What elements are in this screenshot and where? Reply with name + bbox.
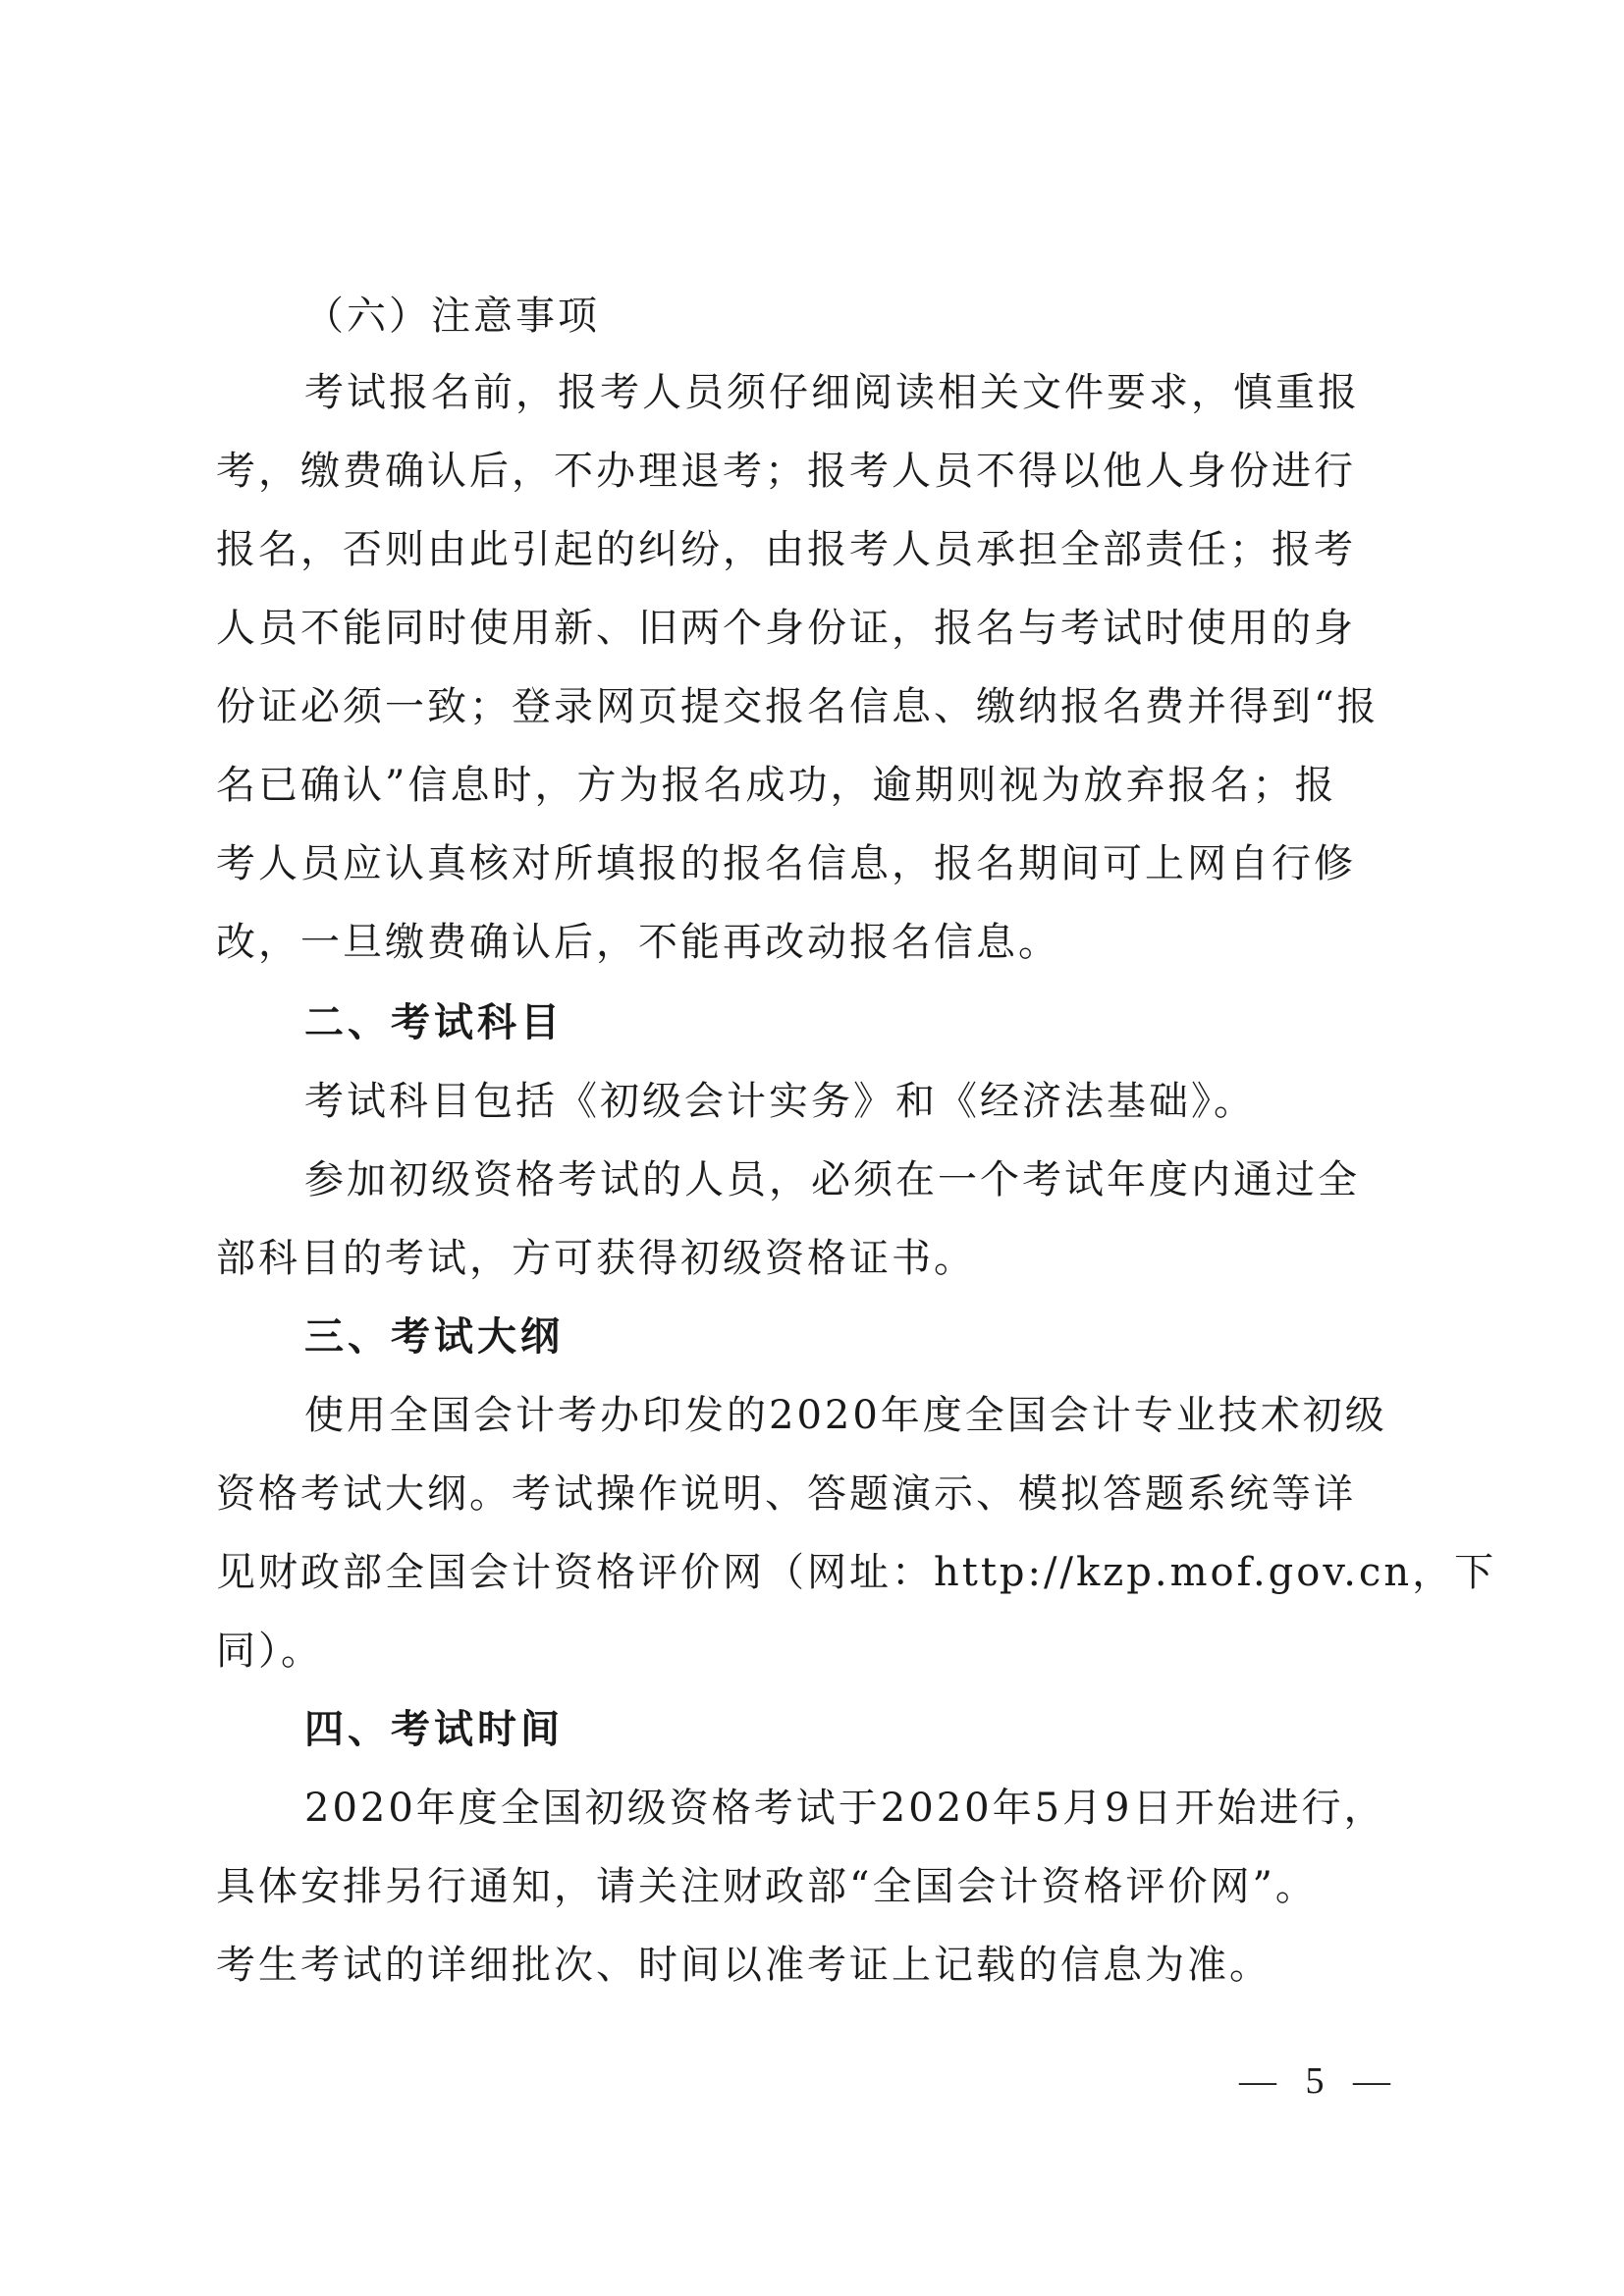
paragraph-line: 人员不能同时使用新、旧两个身份证，报名与考试时使用的身	[216, 606, 1356, 651]
paragraph-line: 考人员应认真核对所填报的报名信息，报名期间可上网自行修	[216, 841, 1356, 886]
paragraph-line: 资格考试大纲。考试操作说明、答题演示、模拟答题系统等详	[216, 1471, 1356, 1517]
paragraph-line: 2020年度全国初级资格考试于2020年5月9日开始进行，	[304, 1786, 1386, 1831]
paragraph-line: 报名，否则由此引起的纠纷，由报考人员承担全部责任；报考	[216, 527, 1356, 572]
paragraph-line: 考试报名前，报考人员须仔细阅读相关文件要求，慎重报	[304, 370, 1360, 415]
paragraph-line: 使用全国会计考办印发的2020年度全国会计专业技术初级	[304, 1393, 1387, 1438]
paragraph-line: 见财政部全国会计资格评价网（网址：http://kzp.mof.gov.cn，下	[216, 1550, 1497, 1595]
section-subheading-notes: （六）注意事项	[304, 294, 600, 339]
section-heading-exam-time: 四、考试时间	[304, 1707, 564, 1752]
paragraph-line: 名已确认”信息时，方为报名成功，逾期则视为放弃报名；报	[216, 763, 1337, 808]
page-number: — 5 —	[1239, 2060, 1400, 2102]
paragraph-line: 具体安排另行通知，请关注财政部“全国会计资格评价网”。	[216, 1864, 1318, 1909]
paragraph-line: 考生考试的详细批次、时间以准考证上记载的信息为准。	[216, 1943, 1272, 1988]
paragraph-line: 份证必须一致；登录网页提交报名信息、缴纳报名费并得到“报	[216, 684, 1380, 729]
paragraph-line: 部科目的考试，方可获得初级资格证书。	[216, 1236, 976, 1281]
paragraph-line: 改，一旦缴费确认后，不能再改动报名信息。	[216, 920, 1060, 965]
paragraph-line: 同）。	[216, 1629, 323, 1674]
section-heading-exam-subjects: 二、考试科目	[304, 1000, 564, 1045]
paragraph-line: 参加初级资格考试的人员，必须在一个考试年度内通过全	[304, 1157, 1360, 1202]
paragraph-line: 考试科目包括《初级会计实务》和《经济法基础》。	[304, 1079, 1256, 1124]
paragraph-line: 考，缴费确认后，不办理退考；报考人员不得以他人身份进行	[216, 449, 1356, 494]
section-heading-exam-syllabus: 三、考试大纲	[304, 1314, 564, 1360]
